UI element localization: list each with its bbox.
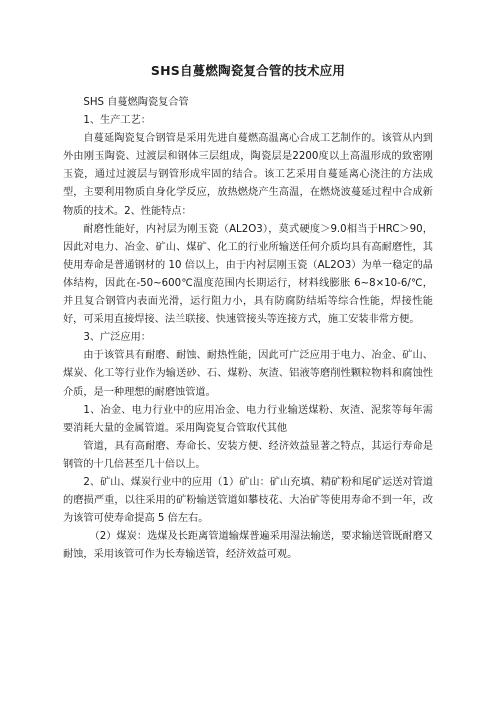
- heading-applications: 3、广泛应用：: [83, 332, 151, 344]
- paragraph-metallurgy-power: 1、冶金、电力行业中的应用冶金、电力行业输送煤粉、灰渣、泥浆等每年需要消耗大量的金属管道。采用陶瓷复合管取代其他: [63, 404, 433, 434]
- document-title: SHS自蔓燃陶瓷复合管的技术应用: [150, 63, 346, 78]
- paragraph-coal: （2）煤炭：选煤及长距离管道输煤普遍采用湿法输送，要求输送管既耐磨又耐蚀，采用该管可作为长寿输送管，经济效益可观。: [63, 531, 433, 561]
- paragraph-mining: 2、矿山、煤炭行业中的应用（1）矿山：矿山充填、精矿粉和尾矿运送对管道的磨损严重，以往采用的矿粉输送管道如攀枝花、大冶矿等使用寿命不到一年，改为该管可使寿命提高 5 倍左右。: [63, 476, 433, 525]
- section-subtitle: SHS 自蔓燃陶瓷复合管: [83, 97, 189, 108]
- paragraph-performance: 耐磨性能好，内衬层为刚玉瓷（AL2O3），莫式硬度＞9.0相当于HRC＞90，因此对电力、冶金、矿山、煤矿、化工的行业所输送任何介质均具有高耐磨性，其使用寿命是普通钢材的 10 倍以上，由于内衬层刚玉瓷（AL2O3）为单一稳定的晶体结构，因此在-50~600℃温度范围内长期运行，材料线膨胀 6~8×10-6/℃，并且复合钢管内表面光滑，运行阻力小，具有防腐防结垢等综合性能，焊接性能好，可采用直接焊接、法兰联接、快速管接头等连接方式，施工安装非常方便。: [63, 223, 433, 326]
- paragraph-production-process: 自蔓延陶瓷复合钢管是采用先进自蔓燃高温离心合成工艺制作的。该管从内到外由刚玉陶瓷、过渡层和钢体三层组成，陶瓷层是2200度以上高温形成的致密刚玉瓷，通过过渡层与钢管形成牢固的结合。该工艺采用自蔓延离心浇注的方法成型，主要利用物质自身化学反应，放热燃烧产生高温，在燃烧波蔓延过程中合成新物质的技术。2、性能特点：: [63, 133, 433, 217]
- heading-production-process: 1、生产工艺：: [83, 115, 151, 127]
- paragraph-applications: 由于该管具有耐磨、耐蚀、耐热性能，因此可广泛应用于电力、冶金、矿山、煤炭、化工等行业作为输送砂、石、煤粉、灰渣、铝液等磨削性颗粒物料和腐蚀性介质，是一种理想的耐磨蚀管道。: [63, 350, 433, 398]
- paragraph-metallurgy-power-continued: 管道，具有高耐磨、寿命长、安装方便、经济效益显著之特点，其运行寿命是钢管的十几倍甚至几十倍以上。: [63, 440, 433, 470]
